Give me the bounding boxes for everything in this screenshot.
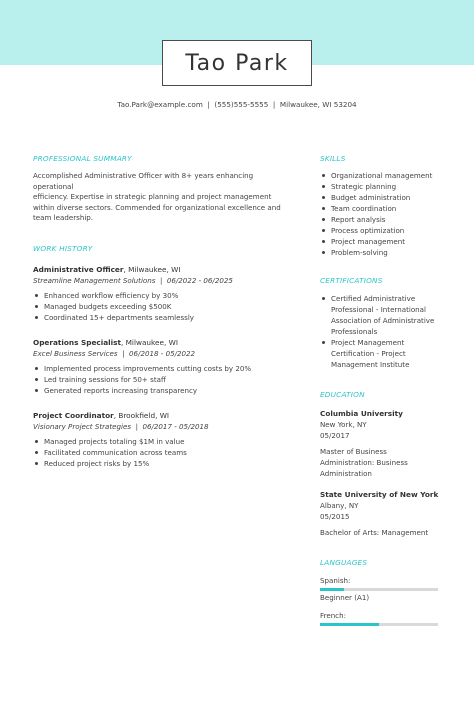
candidate-name: Tao Park xyxy=(185,50,289,76)
list-item: Budget administration xyxy=(320,192,442,203)
degree xyxy=(320,446,442,479)
work-history-title: WORK HISTORY xyxy=(33,243,93,253)
list-item: Strategic planning xyxy=(320,181,442,192)
right-column xyxy=(320,154,442,626)
list-item: Managed projects totaling $1M in value xyxy=(33,436,295,447)
education-title: EDUCATION xyxy=(320,390,365,399)
list-item: Implemented process improvements cutting costs by 20% xyxy=(33,363,295,374)
list-item: Generated reports increasing transparency xyxy=(33,385,295,396)
language-entry xyxy=(320,611,442,626)
job-role: Project Coordinator xyxy=(33,410,114,420)
education-entry xyxy=(320,408,442,479)
job-entry xyxy=(33,410,295,469)
list-item: Coordinated 15+ departments seamlessly xyxy=(33,312,295,323)
certifications-list xyxy=(320,293,442,370)
summary-text xyxy=(33,171,295,224)
degree-line: Bachelor of Arts: Management xyxy=(320,528,429,537)
list-item: Facilitated communication across teams xyxy=(33,447,295,458)
list-item: Problem-solving xyxy=(320,247,442,258)
list-item: Process optimization xyxy=(320,225,442,236)
left-column xyxy=(33,154,295,469)
list-item: Team coordination xyxy=(320,203,442,214)
job-location: , Milwaukee, WI xyxy=(121,337,179,347)
job-location: , Brookfield, WI xyxy=(113,410,170,420)
languages-title: LANGUAGES xyxy=(320,558,368,567)
job-bullets xyxy=(33,436,295,469)
school-location: Albany, NY xyxy=(320,501,359,510)
cert-line: Certified Administrative xyxy=(331,294,416,303)
job-title xyxy=(33,264,295,275)
degree xyxy=(320,527,442,538)
cert-line: Association of Administrative xyxy=(331,316,435,325)
degree-line: Administration xyxy=(320,469,372,478)
graduation-date: 05/2015 xyxy=(320,512,350,521)
name-box xyxy=(162,40,312,86)
list-item: Report analysis xyxy=(320,214,442,225)
list-item: Project management xyxy=(320,236,442,247)
list-item xyxy=(320,337,442,370)
job-company-dates: Visionary Project Strategies | 06/2017 - 05/2018 xyxy=(33,421,209,431)
language-level: Beginner (A1) xyxy=(320,593,370,602)
cert-line: Professionals xyxy=(331,327,378,336)
education-entry xyxy=(320,489,442,538)
summary-title: PROFESSIONAL SUMMARY xyxy=(33,154,132,163)
job-role: Administrative Officer xyxy=(33,264,124,274)
language-level-fill xyxy=(320,588,344,591)
language-level-fill xyxy=(320,623,379,626)
job-role: Operations Specialist xyxy=(33,337,121,347)
degree-line: Administration: Business xyxy=(320,458,408,467)
job-location: , Milwaukee, WI xyxy=(123,264,181,274)
list-item: Enhanced workflow efficiency by 30% xyxy=(33,290,295,301)
job-bullets xyxy=(33,363,295,396)
summary-line: Accomplished Administrative Officer with 8+ years enhancing operational xyxy=(33,171,254,191)
cert-line: Certification - Project xyxy=(331,349,406,358)
job-entry xyxy=(33,264,295,323)
language-level-bar xyxy=(320,623,438,626)
list-item: Organizational management xyxy=(320,170,442,181)
summary-line: efficiency. Expertise in strategic planning and project management xyxy=(33,192,272,202)
language-entry xyxy=(320,576,442,603)
list-item: Reduced project risks by 15% xyxy=(33,458,295,469)
school-location: New York, NY xyxy=(320,420,367,429)
skills-list xyxy=(320,170,442,258)
skills-title: SKILLS xyxy=(320,154,346,163)
list-item: Led training sessions for 50+ staff xyxy=(33,374,295,385)
summary-line: within diverse sectors. Commended for organizational excellence and xyxy=(33,202,281,212)
graduation-date: 05/2017 xyxy=(320,431,350,440)
school-name: State University of New York xyxy=(320,490,439,499)
contact-line: Tao.Park@example.com | (555)555-5555 | Milwaukee, WI 53204 xyxy=(117,100,357,109)
cert-line: Management Institute xyxy=(331,360,410,369)
list-item xyxy=(320,293,442,337)
language-name: French: xyxy=(320,611,346,620)
job-title xyxy=(33,410,295,421)
job-company-dates: Streamline Management Solutions | 06/2022 - 06/2025 xyxy=(33,275,233,285)
summary-line: team leadership. xyxy=(33,213,94,223)
job-bullets xyxy=(33,290,295,323)
job-company-dates: Excel Business Services | 06/2018 - 05/2022 xyxy=(33,348,196,358)
cert-line: Project Management xyxy=(331,338,405,347)
job-entry xyxy=(33,337,295,396)
language-name: Spanish: xyxy=(320,576,351,585)
list-item: Managed budgets exceeding $500K xyxy=(33,301,295,312)
job-title xyxy=(33,337,295,348)
language-level-bar xyxy=(320,588,438,591)
school-name: Columbia University xyxy=(320,409,403,418)
certifications-title: CERTIFICATIONS xyxy=(320,276,383,285)
degree-line: Master of Business xyxy=(320,447,387,456)
cert-line: Professional - International xyxy=(331,305,426,314)
